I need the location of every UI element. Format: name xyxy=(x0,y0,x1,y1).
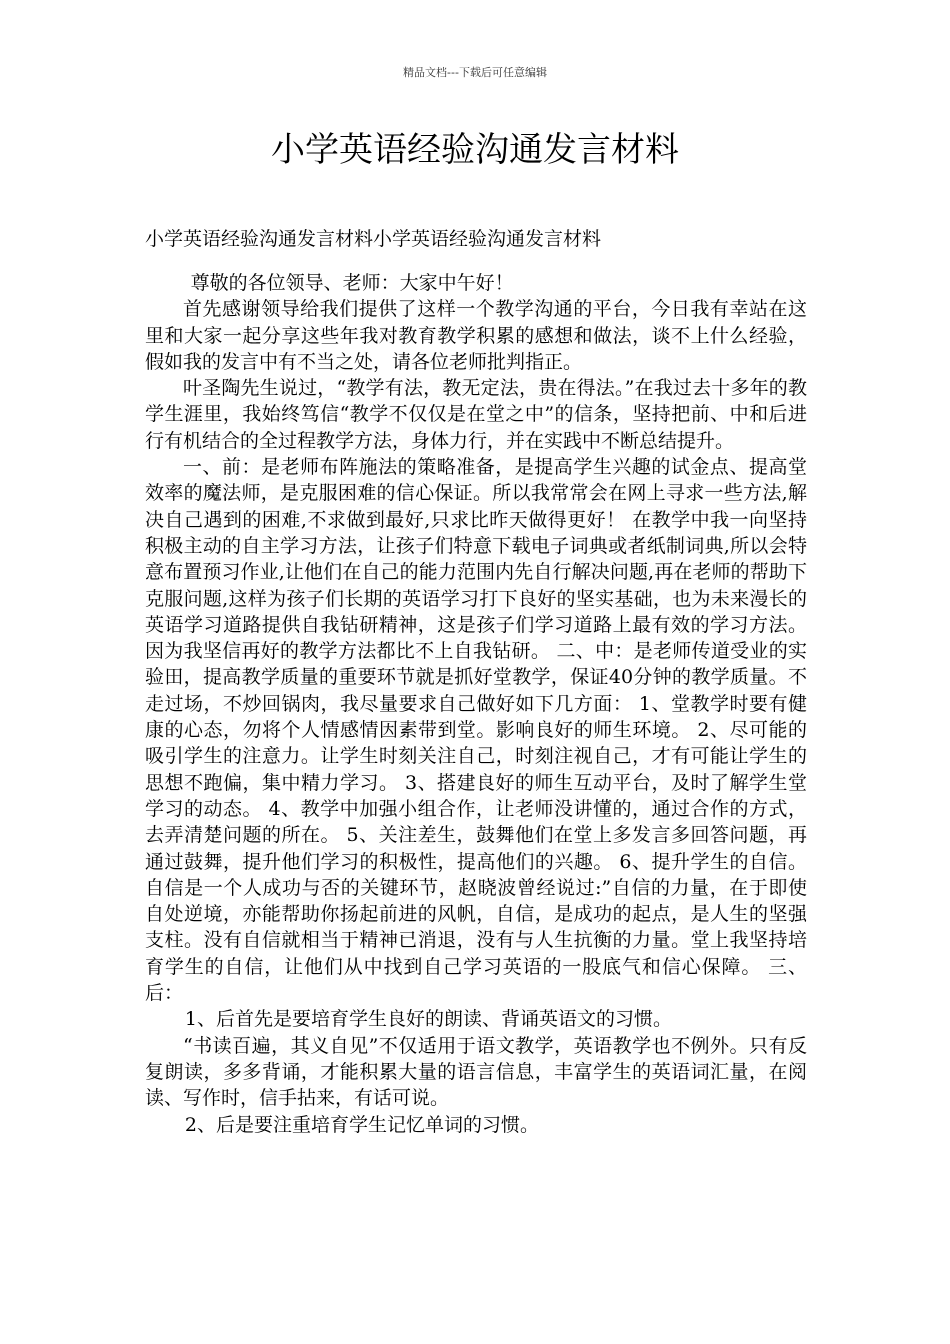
body-paragraph: 2、后是要注重培育学生记忆单词的习惯。 xyxy=(184,1113,539,1136)
document-body xyxy=(145,270,807,1138)
body-paragraph: “书读百遍，其义自见”不仅适用于语文教学，英语教学也不例外。只有反复朗读，多多背诵，才能积累大量的语言信息，丰富学生的英语词汇量，在阅读、写作时，信手拈来，有话可说。 xyxy=(145,1034,807,1110)
header-note: 精品文档---下载后可任意编辑 xyxy=(403,66,547,79)
greeting-paragraph: 尊敬的各位领导、老师：大家中午好！ xyxy=(190,272,514,294)
body-paragraph: 一、前：是老师布阵施法的策略准备，是提高学生兴趣的试金点、提高堂效率的魔法师，是克服困难的信心保证。所以我常常会在网上寻求一些方法,解决自己遇到的困难,不求做到最好,只求比昨天做得更好！ 在教学中我一向坚持积极主动的自主学习方法，让孩子们特意下载电子词典或者纸制词典,所以会特意布置预习作业,让他们在自己的能力范围内先自行解决问题,再在老师的帮助下克服问题,这样为孩子们长期的英语学习打下良好的坚实基础，也为未来漫长的英语学习道路提供自我钻研精神，这是孩子们学习道路上最有效的学习方法。因为我坚信再好的教学方法都比不上自我钻研。 二、中：是老师传道受业的实验田，提高教学质量的重要环节就是抓好堂教学，保证40分钟的教学质量。不走过场，不炒回锅肉，我尽量要求自己做好如下几方面： 1、堂教学时要有健康的心态，勿将个人情感情因素带到堂。影响良好的师生环境。 2、尽可能的吸引学生的注意力。让学生时刻关注自己，时刻注视自己，才有可能让学生的思想不跑偏，集中精力学习。 3、搭建良好的师生互动平台，及时了解学生堂学习的动态。 4、教学中加强小组合作，让老师没讲懂的，通过合作的方式，去弄清楚问题的所在。 5、关注差生，鼓舞他们在堂上多发言多回答问题，再通过鼓舞，提升他们学习的积极性，提高他们的兴趣。 6、提升学生的自信。 自信是一个人成功与否的关键环节，赵晓波曾经说过:”自信的力量，在于即使自处逆境，亦能帮助你扬起前进的风帆，自信，是成功的起点，是人生的坚强支柱。没有自信就相当于精神已消退，没有与人生抗衡的力量。堂上我坚持培育学生的自信，让他们从中找到自己学习英语的一股底气和信心保障。 三、后： xyxy=(145,456,807,1005)
body-paragraph: 1、后首先是要培育学生良好的朗读、背诵英语文的习惯。 xyxy=(184,1008,672,1031)
document-subtitle: 小学英语经验沟通发言材料小学英语经验沟通发言材料 xyxy=(145,228,602,250)
document-title: 小学英语经验沟通发言材料 xyxy=(271,130,679,170)
body-paragraph: 首先感谢领导给我们提供了这样一个教学沟通的平台，今日我有幸站在这里和大家一起分享这些年我对教育教学积累的感想和做法，谈不上什么经验，假如我的发言中有不当之处，请各位老师批判指正。 xyxy=(145,298,807,373)
body-paragraph: 叶圣陶先生说过，“教学有法，教无定法，贵在得法。”在我过去十多年的教学生涯里，我始终笃信“教学不仅仅是在堂之中”的信条，坚持把前、中和后进行有机结合的全过程教学方法，身体力行，并在实践中不断总结提升。 xyxy=(145,377,807,452)
